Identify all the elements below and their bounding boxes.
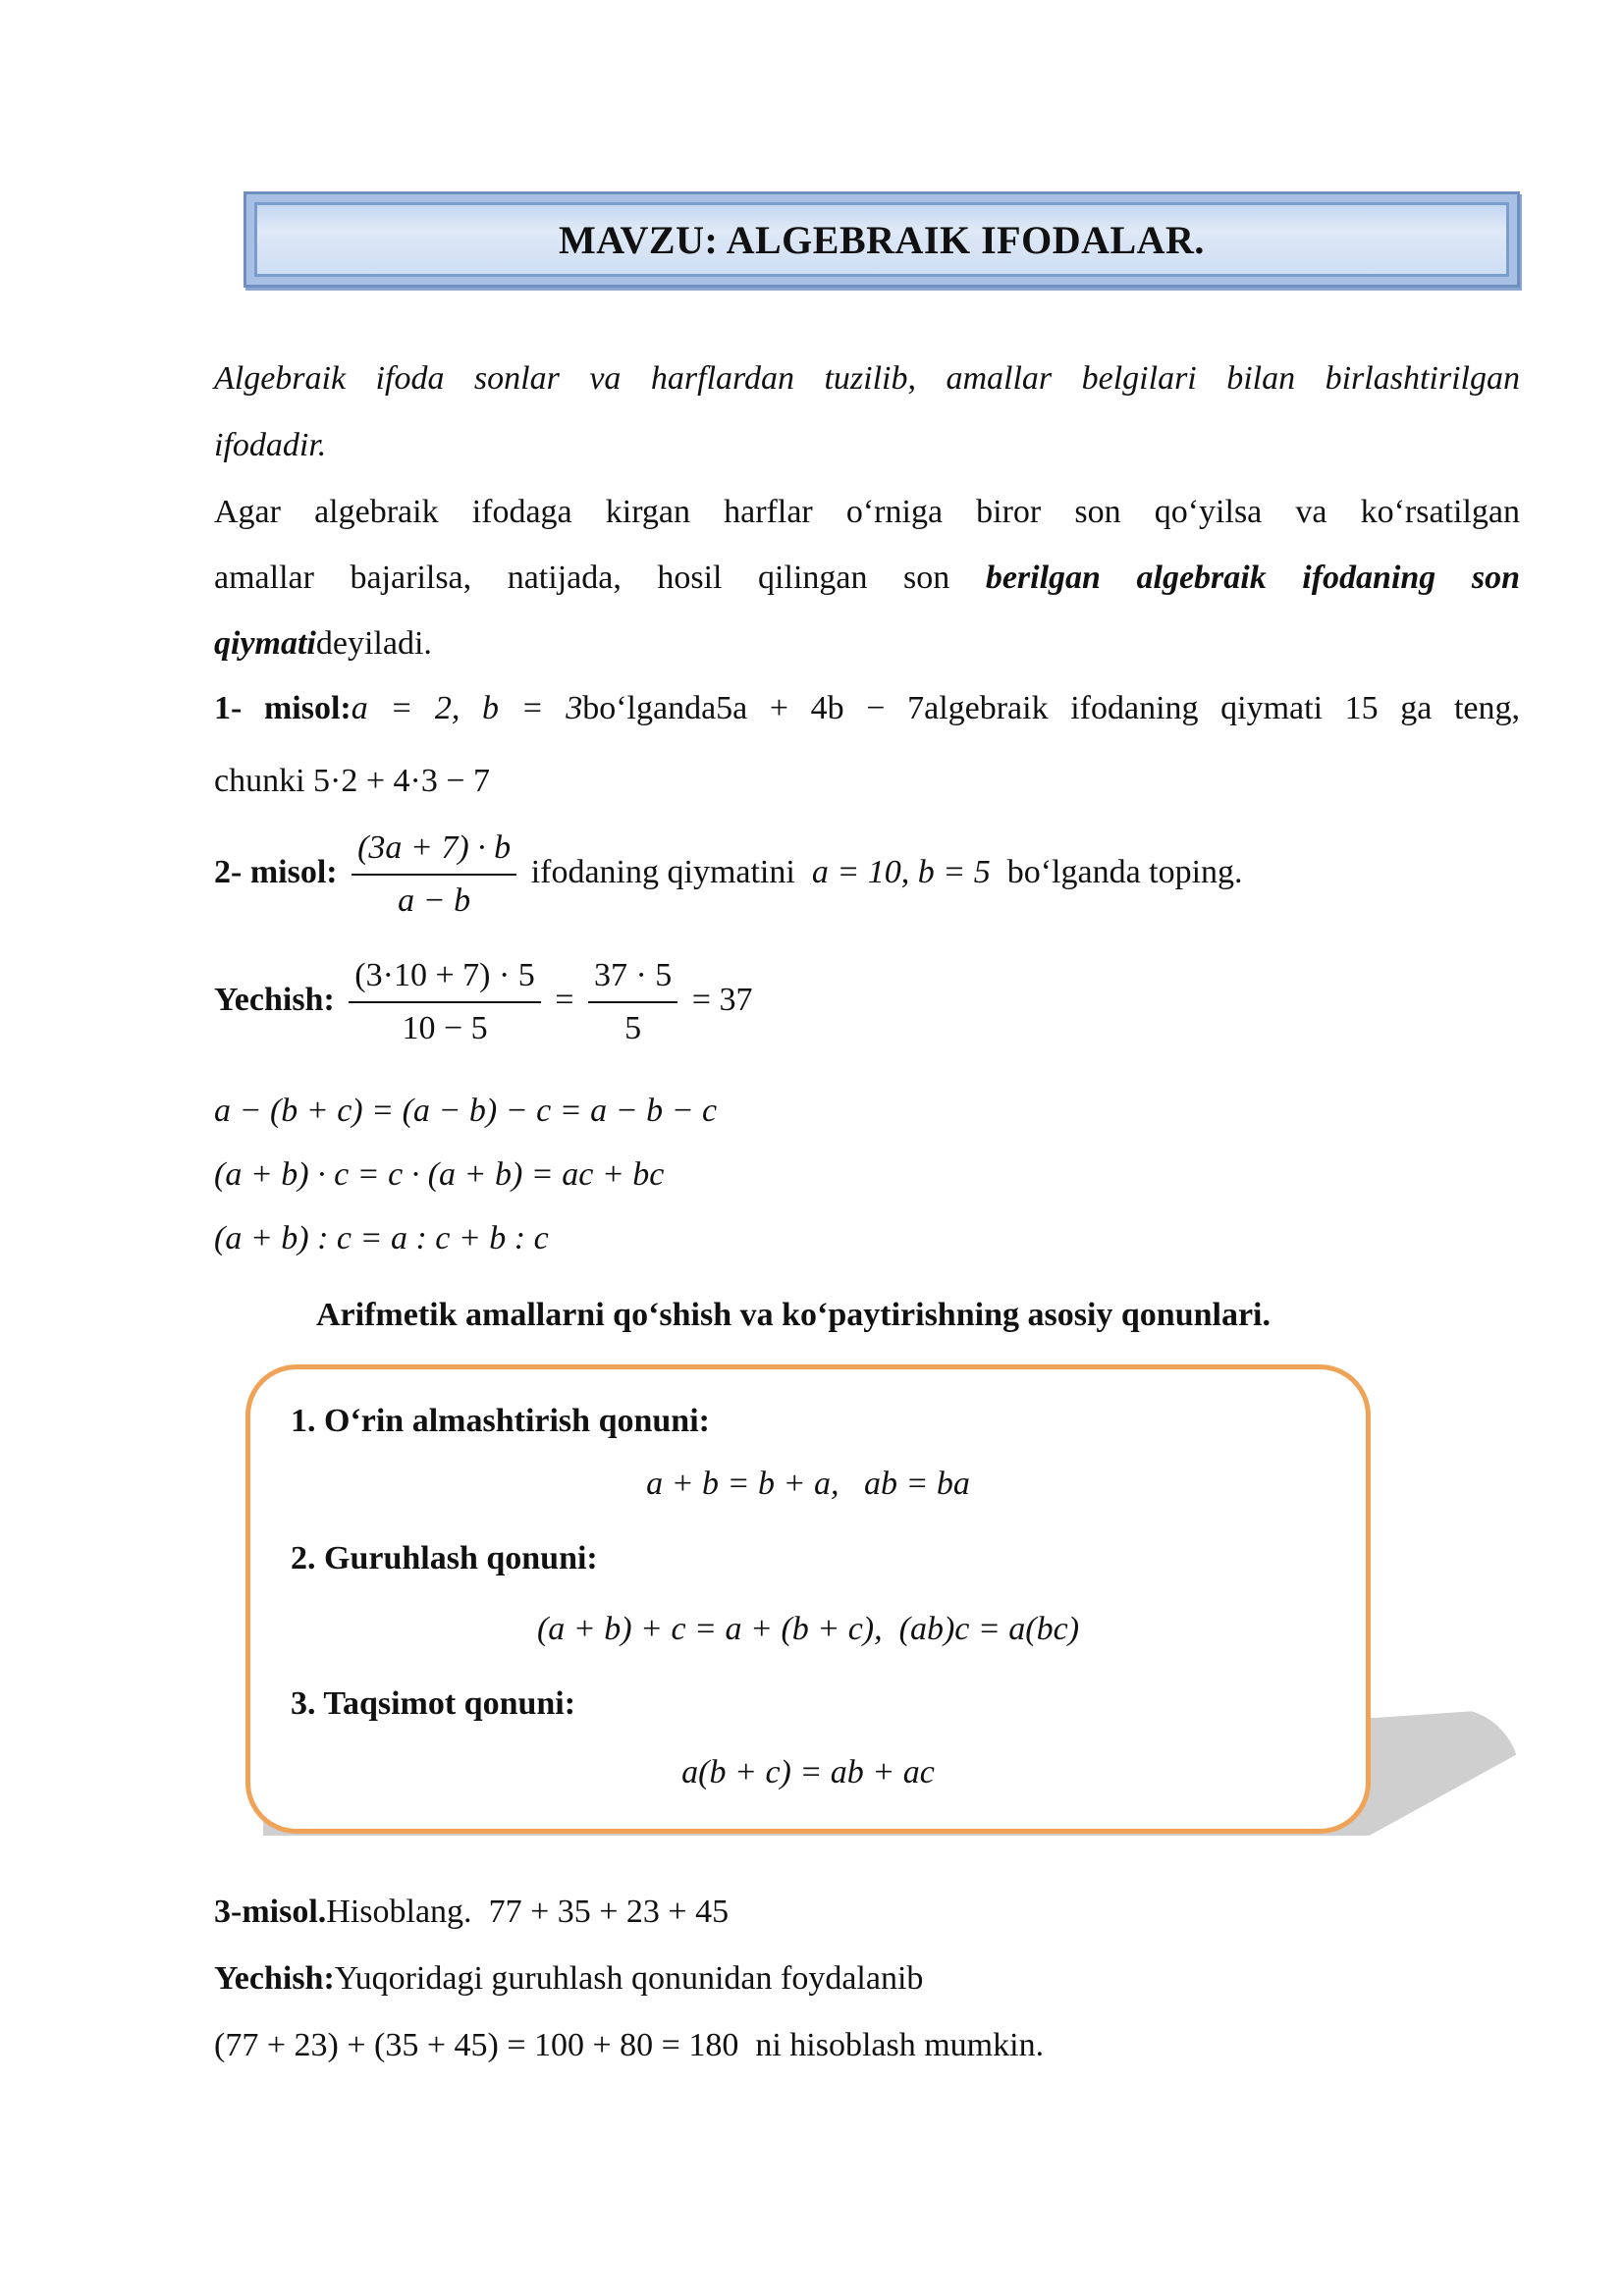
para2-bold-word: qiymati xyxy=(214,625,316,662)
solution2-numerator-2: 37 · 5 xyxy=(588,954,677,1003)
example1-cond: a = 2, b = 3 xyxy=(351,690,583,726)
example1-mid: bo‘lganda xyxy=(582,690,717,726)
example2-numerator: (3a + 7) · b xyxy=(352,827,516,876)
solution2-numerator-1: (3·10 + 7) · 5 xyxy=(349,954,540,1003)
solution2-denominator-1: 10 − 5 xyxy=(402,1010,488,1046)
example3-label: 3-misol. xyxy=(214,1894,327,1930)
example2-fraction xyxy=(352,827,516,923)
identity-2: (a + b) · c = c · (a + b) = ac + bc xyxy=(214,1156,665,1193)
example2-label: 2- misol: xyxy=(214,853,338,890)
para2-bold-phrase: berilgan algebraik ifodaning son xyxy=(985,560,1521,596)
title-banner xyxy=(244,191,1520,288)
example3-line-2 xyxy=(214,1955,1520,2002)
example2-text: ifodaning qiymatini xyxy=(530,853,795,890)
law-2-title: 2. Guruhlash qonuni: xyxy=(291,1540,598,1576)
definition-line-1: Algebraik ifoda sonlar va harflardan tuzilib, amallar belgilari bilan birlashtirilgan xyxy=(214,360,1520,397)
example3-line-3 xyxy=(214,2022,1520,2069)
identity-3: (a + b) : c = a : c + b : c xyxy=(214,1220,549,1256)
example1-expr: 5a + 4b − 7 xyxy=(716,690,925,726)
para2-line-1: Agar algebraik ifodaga kirgan harflar o‘rniga biror son qo‘yilsa va ko‘rsatilgan xyxy=(214,494,1520,530)
example2-line xyxy=(214,827,1520,923)
para2-line-3 xyxy=(214,620,1520,667)
law-3-formula: a(b + c) = ab + ac xyxy=(681,1754,935,1790)
solution2-equals: = xyxy=(555,981,574,1018)
law-2-formula: (a + b) + c = a + (b + c), (ab)c = a(bc) xyxy=(536,1611,1080,1647)
example1-post: algebraik ifodaning qiymati 15 ga teng, xyxy=(924,690,1521,726)
example3-calc: (77 + 23) + (35 + 45) = 100 + 80 = 180 xyxy=(214,2027,739,2063)
example3-expr: 77 + 35 + 23 + 45 xyxy=(488,1894,730,1930)
solution2-label: Yechish: xyxy=(214,981,335,1018)
example1-line-1 xyxy=(214,685,1520,732)
solution2-line xyxy=(214,954,1520,1050)
example3-solution-text: Yuqoridagi guruhlash qonunidan foydalanib xyxy=(334,1960,924,1997)
law-1-formula: a + b = b + a, ab = ba xyxy=(646,1466,970,1502)
solution2-denominator-2: 5 xyxy=(624,1010,642,1046)
example1-label: 1- misol: xyxy=(214,690,352,726)
solution2-fraction-1 xyxy=(349,954,540,1050)
example3-line-1 xyxy=(214,1889,1520,1936)
example2-post: bo‘lganda toping. xyxy=(1006,853,1243,890)
example1-line-2 xyxy=(214,758,1520,805)
laws-heading: Arifmetik amallarni qo‘shish va ko‘paytirishning asosiy qonunlari. xyxy=(316,1297,1272,1333)
law-1-title: 1. O‘rin almashtirish qonuni: xyxy=(291,1403,710,1439)
solution2-result: = 37 xyxy=(691,981,753,1018)
example3-text: Hisoblang. xyxy=(326,1894,472,1930)
example1-line2-text: chunki xyxy=(214,763,305,799)
page-title: MAVZU: ALGEBRAIK IFODALAR. xyxy=(559,217,1205,262)
example3-solution-label: Yechish: xyxy=(214,1960,335,1997)
example2-denominator: a − b xyxy=(398,882,471,919)
para2-line-3-text: deyiladi. xyxy=(315,625,432,662)
para2-line-2-text: amallar bajarilsa, natijada, hosil qilingan son xyxy=(214,560,986,596)
definition-line-2: ifodadir. xyxy=(214,427,327,463)
example2-cond: a = 10, b = 5 xyxy=(811,853,991,890)
identity-1: a − (b + c) = (a − b) − c = a − b − c xyxy=(214,1093,718,1129)
example3-calc-post: ni hisoblash mumkin. xyxy=(755,2027,1045,2063)
solution2-fraction-2 xyxy=(588,954,677,1050)
example1-line2-expr: 5·2 + 4·3 − 7 xyxy=(313,763,491,799)
para2-line-2 xyxy=(214,555,1520,602)
law-3-title: 3. Taqsimot qonuni: xyxy=(291,1685,576,1722)
